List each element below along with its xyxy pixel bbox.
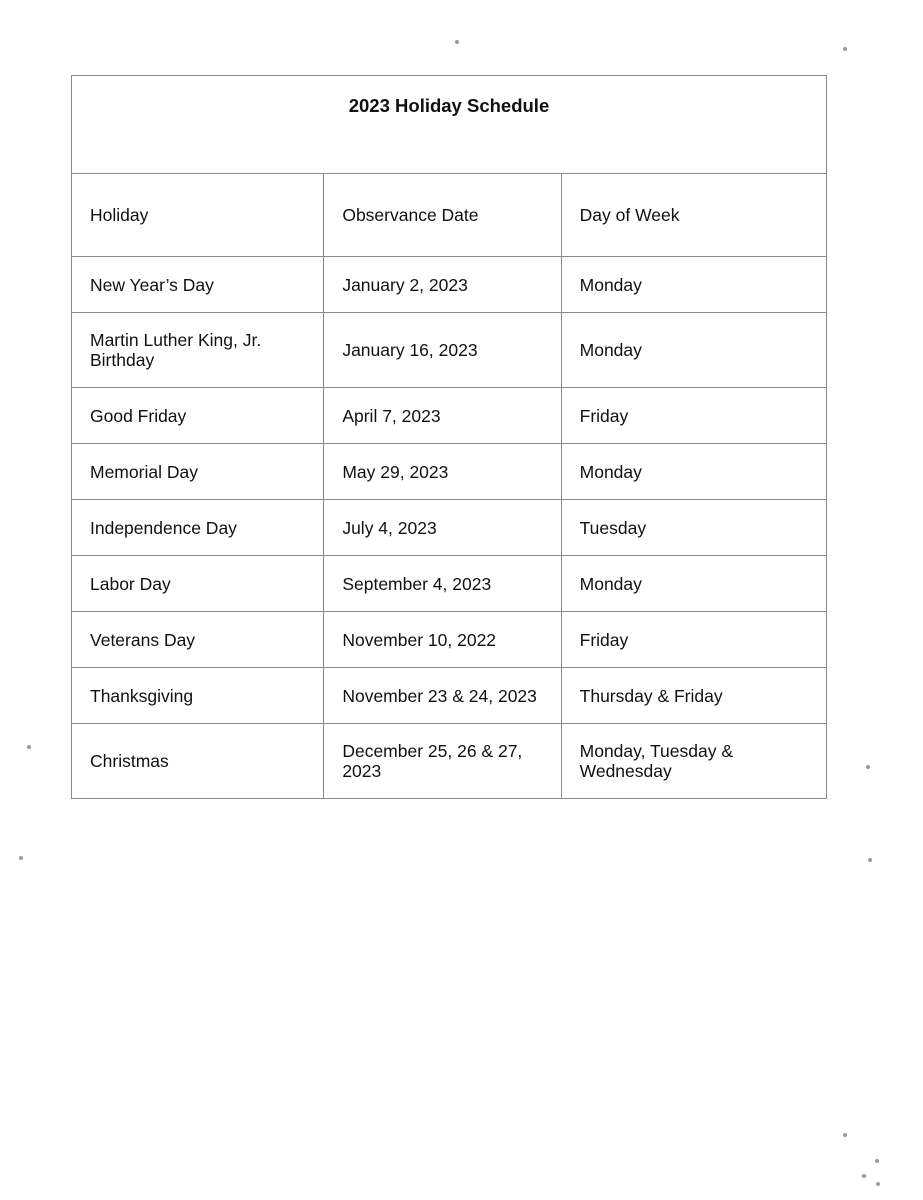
date-cell: December 25, 26 & 27, 2023 (324, 724, 561, 799)
scan-speck (876, 1182, 880, 1186)
day-cell: Monday (561, 444, 826, 500)
day-cell: Thursday & Friday (561, 668, 826, 724)
holiday-cell: Memorial Day (72, 444, 324, 500)
holiday-cell: Martin Luther King, Jr. Birthday (72, 313, 324, 388)
day-cell: Monday, Tuesday & Wednesday (561, 724, 826, 799)
scan-speck (843, 1133, 847, 1137)
holiday-cell: Christmas (72, 724, 324, 799)
scan-speck (455, 40, 459, 44)
day-cell: Tuesday (561, 500, 826, 556)
table-row (72, 556, 827, 612)
table-row (72, 612, 827, 668)
table-row (72, 668, 827, 724)
holiday-cell: New Year’s Day (72, 257, 324, 313)
scan-speck (866, 765, 870, 769)
scan-speck (875, 1159, 879, 1163)
title-row (72, 76, 827, 174)
date-cell: January 16, 2023 (324, 313, 561, 388)
holiday-schedule-table (71, 75, 827, 799)
table-row (72, 388, 827, 444)
holiday-cell: Veterans Day (72, 612, 324, 668)
scan-speck (868, 858, 872, 862)
column-header-day-of-week: Day of Week (561, 174, 826, 257)
date-cell: January 2, 2023 (324, 257, 561, 313)
column-header-observance-date: Observance Date (324, 174, 561, 257)
table-row (72, 500, 827, 556)
date-cell: July 4, 2023 (324, 500, 561, 556)
column-header-holiday: Holiday (72, 174, 324, 257)
holiday-cell: Thanksgiving (72, 668, 324, 724)
table-row (72, 444, 827, 500)
scan-speck (27, 745, 31, 749)
table-row (72, 313, 827, 388)
date-cell: September 4, 2023 (324, 556, 561, 612)
scan-speck (862, 1174, 866, 1178)
table-row (72, 257, 827, 313)
day-cell: Friday (561, 612, 826, 668)
scan-speck (19, 856, 23, 860)
date-cell: November 23 & 24, 2023 (324, 668, 561, 724)
day-cell: Monday (561, 313, 826, 388)
date-cell: November 10, 2022 (324, 612, 561, 668)
holiday-cell: Good Friday (72, 388, 324, 444)
day-cell: Monday (561, 257, 826, 313)
date-cell: April 7, 2023 (324, 388, 561, 444)
holiday-cell: Independence Day (72, 500, 324, 556)
day-cell: Friday (561, 388, 826, 444)
scan-speck (843, 47, 847, 51)
date-cell: May 29, 2023 (324, 444, 561, 500)
holiday-cell: Labor Day (72, 556, 324, 612)
header-row (72, 174, 827, 257)
table-title: 2023 Holiday Schedule (348, 95, 550, 116)
table-row (72, 724, 827, 799)
day-cell: Monday (561, 556, 826, 612)
table-title-cell (72, 76, 827, 174)
